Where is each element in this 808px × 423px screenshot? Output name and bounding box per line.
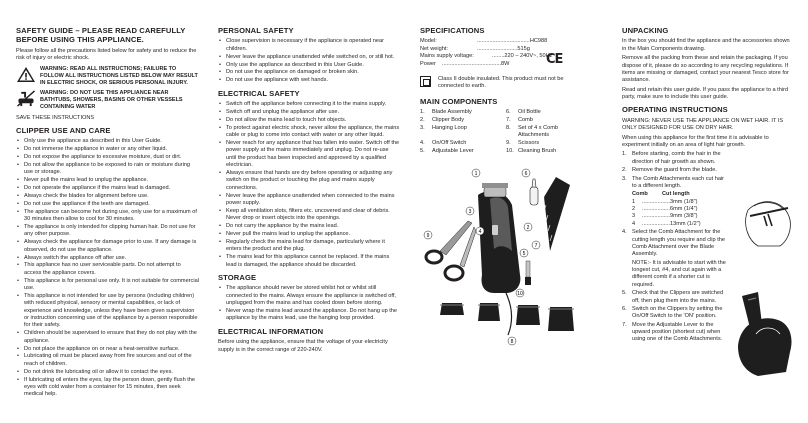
spec-value: ......................................8W <box>442 60 510 67</box>
list-item: 6. Oil Bottle <box>506 109 541 116</box>
callout-4: 4 <box>478 229 482 235</box>
comb-attachments-icon <box>440 303 574 331</box>
unpacking-title: UNPACKING <box>622 26 669 35</box>
list-item: • Regularly check the mains lead for damage, particularly where it enters the product and the plug. <box>218 239 400 254</box>
callout-5: 5 <box>522 251 526 257</box>
list-item: • Do not operate the appliance if the mains lead is damaged. <box>16 185 199 192</box>
warning-text-1: WARNING: READ ALL INSTRUCTIONS; FAILURE TO FOLLOW ALL INSTRUCTIONS LISTED BELOW MAY RESULT IN ELECTRIC SHOCK, OR SERIOUS PERSONAL INJURY. <box>40 65 198 86</box>
operating-intro: When using this appliance for the first time it is advisable to experiment initially on an area of light hair growth. <box>622 134 769 149</box>
list-item: • This appliance has no user serviceable parts. Do not attempt to access the appliance covers. <box>16 262 199 277</box>
save-instructions: SAVE THESE INSTRUCTIONS <box>16 114 95 121</box>
spec-key: Model: <box>420 38 437 45</box>
list-item: 7. Move the Adjustable Lever to the upward position (shortest cut) when using one of the Comb Attachments. <box>622 321 723 343</box>
spec-key: Mains supply voltage: <box>420 53 474 60</box>
clipper-use-title: CLIPPER USE AND CARE <box>16 125 111 135</box>
warning-text-2: WARNING: DO NOT USE THIS APPLIANCE NEAR BATHTUBS, SHOWERS, BASINS OR OTHER VESSELS CONTAINING WATER <box>40 90 183 111</box>
comb-row: 1 ..................3mm (1/8") <box>632 198 698 205</box>
list-item: • Do not place the appliance on or near a heat-sensitive surface. <box>16 346 199 353</box>
spec-key: Power <box>420 60 436 67</box>
callout-8: 8 <box>510 339 514 345</box>
list-item: • Close supervision is necessary if the appliance is operated near children. <box>218 38 400 53</box>
spec-value: ........220 – 240V~, 50Hz <box>492 53 553 60</box>
list-item: • Do not allow the mains lead to touch hot objects. <box>218 117 400 124</box>
list-item: • Always check the appliance for damage prior to use. If any damage is observed, do not use the appliance. <box>16 239 199 254</box>
comb-icon <box>542 177 570 251</box>
list-item: • Switch off the appliance before connecting it to the mains supply. <box>218 101 400 108</box>
list-item: • Lubricating oil must be placed away from fire sources and out of the reach of children. <box>16 353 199 368</box>
list-item: • Children should be supervised to ensure that they do not play with the appliance. <box>16 330 199 345</box>
safety-intro: Please follow all the precautions listed below for safety and to reduce the risk of injury or electric shock. <box>16 47 197 62</box>
list-item: • Never wrap the mains lead around the appliance. Do not hang up the appliance by the mains lead, use the hanging loop provided. <box>218 308 400 323</box>
list-item: • Do not use the appliance on damaged or broken skin. <box>218 69 400 76</box>
list-item: 4. Select the Comb Attachment for the cutting length you require and clip the Comb Attachment over the Blade Assembly. <box>622 229 725 258</box>
warning-read-instructions <box>16 66 199 87</box>
operating-steps <box>622 151 794 190</box>
storage-list <box>218 285 400 322</box>
clipper-use-list <box>16 138 199 398</box>
unpacking-paragraph: Remove all the packing from these and retain the packaging. If you dispose of it, please do so according to any recycling regulations. If items are missing or damaged, contact your nearest Tesco store for assistance. <box>622 55 789 84</box>
list-item: • This appliance is for personal use only. It is not suitable for commercial use. <box>16 278 199 293</box>
electrical-info-text: Before using the appliance, ensure that the voltage of your electricity supply is in the correct range of 220-240V. <box>218 339 388 353</box>
list-item: 2. Remove the guard from the blade. <box>622 167 717 174</box>
list-item: • The appliance can become hot during use, only use for a maximum of 30 minutes then allow to cool for 30 minutes. <box>16 209 199 224</box>
list-item: • This appliance is not intended for use by persons (including children) with reduced physical, sensory or mental capabilities, or lack of experience and knowledge, unless they have been given supervision or instruction concerning use of the appliance by a person responsible for their safety. <box>16 293 199 330</box>
list-item: 5. Check that the Clippers are switched off, then plug them into the mains. <box>622 290 724 304</box>
callout-2: 2 <box>526 225 530 231</box>
comb-row: 2 ..................6mm (1/4") <box>632 206 698 213</box>
column-safety-guide <box>16 26 199 399</box>
safety-guide-title: SAFETY GUIDE – PLEASE READ CAREFULLY BEFORE USING THIS APPLIANCE. <box>16 26 186 45</box>
list-item: 8. Set of 4 x Comb Attachments <box>506 124 559 139</box>
ce-mark: CE <box>546 52 563 67</box>
list-item: • Do not allow the appliance to be exposed to rain or moisture during use or storage. <box>16 162 199 177</box>
list-item: • Do not immerse the appliance in water or any other liquid. <box>16 146 199 153</box>
list-item: • Do not use the appliance with wet hands. <box>218 77 400 84</box>
list-item: 3. The Comb Attachments each cut hair to a different length. <box>622 175 725 189</box>
list-item: • Never reach for any appliance that has fallen into water. Switch off the power supply at the mains immediately and unplug. Do not re-use until the product has been inspected and approved by a qualified electrician. <box>218 140 400 170</box>
storage-title: STORAGE <box>218 272 257 282</box>
comb-row: 3 ..................9mm (3/8") <box>632 213 698 220</box>
comb-row: 4 ..................13mm (1/2") <box>632 220 701 227</box>
list-item: • Do not drink the lubricating oil or allow it to contact the eyes. <box>16 369 199 376</box>
list-item: 4. On/Off Switch <box>420 140 467 147</box>
list-item: 1. Blade Assembly <box>420 109 472 116</box>
list-item: • The appliance should never be stored whilst hot or whilst still connected to the mains. Always ensure the appliance is switched off, unplugged from the mains and has cooled down before storing. <box>218 285 400 307</box>
list-item: • Only use the appliance as described in this User Guide. <box>218 62 400 69</box>
list-item: • The mains lead for this appliance cannot be replaced. If the mains lead is damaged, the appliance should be discarded. <box>218 254 400 269</box>
list-item: 2. Clipper Body <box>420 117 465 124</box>
list-item: 6. Switch on the Clippers by setting the On/Off Switch to the 'ON' position. <box>622 305 723 320</box>
list-item: • To protect against electric shock, never allow the appliance, the mains cable or plug to come into contact with water or any other liquid. <box>218 125 400 140</box>
cleaning-brush-icon <box>525 261 531 285</box>
personal-safety-list <box>218 38 400 84</box>
list-item: • Do not use the appliance if the teeth are damaged. <box>16 201 199 208</box>
spec-key: Net weight: <box>420 45 448 52</box>
list-item: 1. Before starting, comb the hair in the direction of hair growth as shown. <box>622 151 721 165</box>
callout-1: 1 <box>474 171 478 177</box>
spec-table <box>420 38 590 68</box>
callout-10: 10 <box>517 291 523 297</box>
main-components-title: MAIN COMPONENTS <box>420 96 498 106</box>
list-item: • Always check the blades for alignment before use. <box>16 193 199 200</box>
list-item: • Do not carry the appliance by the mains lead. <box>218 223 400 230</box>
no-water-icon <box>16 90 36 107</box>
oil-bottle-icon <box>530 179 538 205</box>
spec-row <box>420 53 590 60</box>
specifications-title: SPECIFICATIONS <box>420 26 485 35</box>
unpacking-paragraph: Read and retain this user guide. If you pass the appliance to a third party, make sure to include this user guide. <box>622 86 789 101</box>
spec-row <box>420 38 590 45</box>
electrical-info-title: ELECTRICAL INFORMATION <box>218 326 324 336</box>
operating-title: OPERATING INSTRUCTIONS <box>622 105 728 115</box>
column-specifications <box>420 26 590 155</box>
class2-notice <box>420 76 590 93</box>
list-item: 3. Hanging Loop <box>420 124 467 131</box>
callout-3: 3 <box>468 209 472 215</box>
list-item: • The appliance is only intended for clipping human hair. Do not use for any other purpose. <box>16 224 199 239</box>
scissors-icon <box>426 221 476 280</box>
list-item: • Only use the appliance as described in this User Guide. <box>16 138 199 145</box>
list-item: NOTE:- It is advisable to start with the longest cut, #4, and cut again with a different comb if a shorter cut is required. <box>632 259 726 288</box>
list-item: 9. Scissors <box>506 140 540 147</box>
list-item: 7. Comb <box>506 117 533 124</box>
comb-table-header: Comb Cut length <box>632 191 690 198</box>
warning-water <box>16 90 199 111</box>
list-item: 5. Adjustable Lever <box>420 148 474 155</box>
list-item: • Never leave the appliance unattended while switched on, or still hot. <box>218 54 400 61</box>
list-item: • Keep all ventilation slots, filters etc. uncovered and clear of debris. Never drop or insert objects into the openings. <box>218 208 400 223</box>
list-item: • Never pull the mains lead to unplug the appliance. <box>218 231 400 238</box>
electrical-safety-list <box>218 101 400 269</box>
list-item: • Never pull the mains lead to unplug the appliance. <box>16 177 199 184</box>
callout-7: 7 <box>534 243 538 249</box>
list-item: • Switch off and unplug the appliance after use. <box>218 109 400 116</box>
column-safety <box>218 26 400 356</box>
callout-9: 9 <box>426 233 430 239</box>
step-illustrations <box>728 196 798 416</box>
list-item: • Do not expose the appliance to excessive moisture, dust or dirt. <box>16 154 199 161</box>
comb-length-table <box>632 191 726 228</box>
class2-double-square-icon <box>420 76 431 87</box>
list-item: • Always switch the appliance off after use. <box>16 255 199 262</box>
operating-warning: WARNING: NEVER USE THE APPLIANCE ON WET HAIR. IT IS ONLY DESIGNED FOR USE ON DRY HAIR. <box>622 117 784 132</box>
list-item: • If lubricating oil enters the eyes, lay the person down, gently flush the eyes with cold water from a container for 15 minutes, then seek medical help. <box>16 377 199 399</box>
head-clipping-illustration <box>738 292 792 376</box>
head-combing-illustration <box>746 202 791 246</box>
components-list <box>420 109 590 155</box>
personal-safety-title: PERSONAL SAFETY <box>218 26 294 35</box>
spec-row <box>420 46 590 53</box>
unpacking-paragraph: In the box you should find the appliance and the accessories shown in the Main Components drawing. <box>622 38 790 52</box>
electrical-safety-title: ELECTRICAL SAFETY <box>218 88 300 98</box>
components-diagram <box>420 165 600 420</box>
list-item: 10. Cleaning Brush <box>506 148 557 155</box>
class2-text: Class II double insulated. This product must not be connected to earth. <box>438 75 564 90</box>
list-item: • Always ensure that hands are dry before operating or adjusting any switch on the product or touching the plug and mains supply connections. <box>218 170 400 192</box>
warning-triangle-icon <box>16 66 36 83</box>
spec-value: ..................................HC988 <box>477 38 548 45</box>
spec-value: ..........................515g <box>477 45 530 52</box>
spec-row <box>420 61 590 68</box>
callout-6: 6 <box>524 171 528 177</box>
list-item: • Never leave the appliance unattended when connected to the mains power supply. <box>218 193 400 208</box>
